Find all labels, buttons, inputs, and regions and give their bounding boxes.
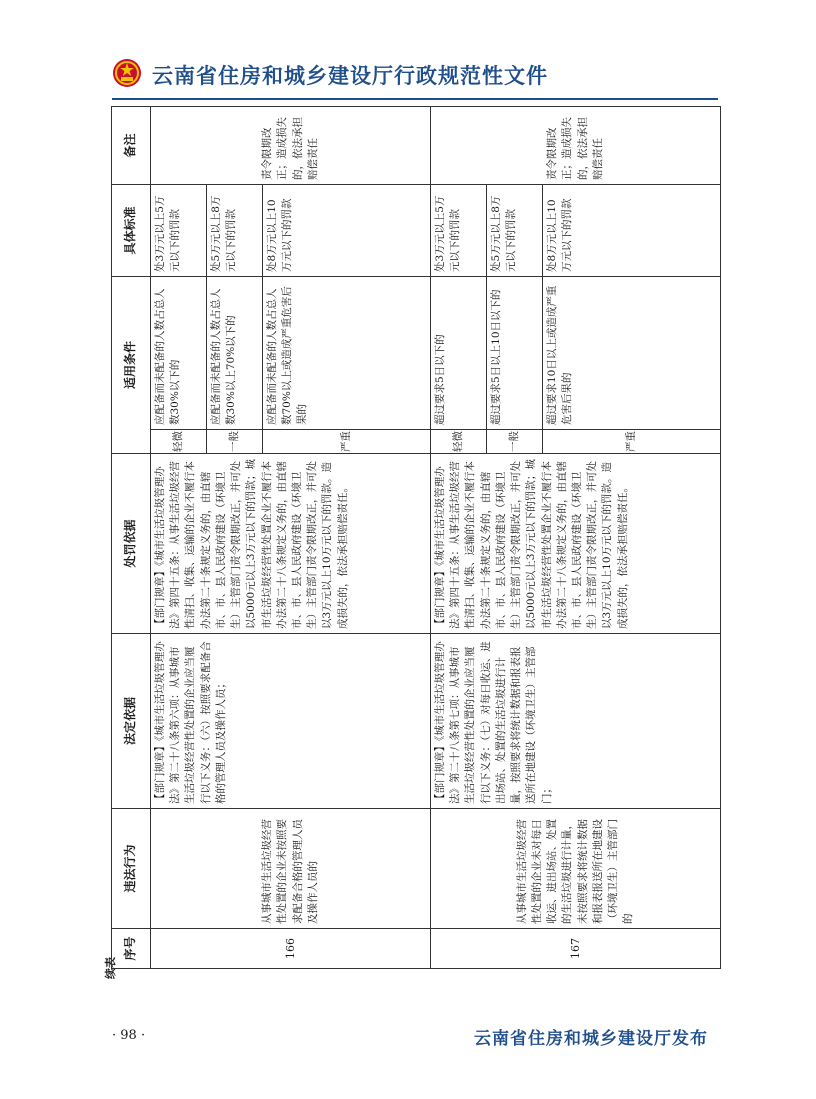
table-row	[431, 106, 487, 968]
level-label: 严重	[263, 430, 431, 454]
level-label: 一般	[207, 430, 263, 454]
row-number: 166	[151, 929, 431, 969]
continued-label: 续表	[104, 957, 117, 979]
legal-basis-text: 【部门规章】《城市生活垃圾管理办法》第二十八条第七项：从事城市生活垃圾经营性处置的企业应当履行以下义务：（七）对每日收运、进出场站、处置的生活垃圾进行计量，按照要求将统计数据和报表报送所在地建设（环境卫生）主管部门；	[431, 634, 721, 809]
standard-text: 处8万元以上10万元以下的罚款	[263, 184, 431, 276]
header-penalty-basis: 处罚依据	[112, 454, 151, 634]
level-label: 一般	[487, 430, 543, 454]
header-title: 云南省住房和城乡建设厅行政规范性文件	[152, 64, 548, 88]
header-no: 序号	[112, 929, 151, 969]
condition-text: 应配备而未配备的人数占总人数30%以上70%以下的	[207, 276, 263, 429]
condition-text: 超过要求5日以上10日以下的	[487, 276, 543, 429]
standard-text: 处8万元以上10万元以下的罚款	[543, 184, 721, 276]
table-row	[151, 106, 207, 968]
row-number: 167	[431, 929, 721, 969]
remark-text: 责令限期改正；造成损失的，依法承担赔偿责任	[431, 106, 721, 184]
remark-text: 责令限期改正；造成损失的，依法承担赔偿责任	[151, 106, 431, 184]
national-emblem-icon	[112, 58, 142, 88]
penalty-basis-text: 【部门规章】《城市生活垃圾管理办法》第四十五条：从事生活垃圾经营性清扫、收集、运输的企业不履行本办法第二十条规定义务的，由直辖市、市、县人民政府建设（环境卫生）主管部门责令限期改正，并可处以5000元以上3万元以下的罚款；城市生活垃圾经营性处置企业不履行本办法第二十八条规定义务的，由直辖市、市、县人民政府建设（环境卫生）主管部门责令限期改正，并可处以3万元以上10万元以下的罚款。造成损失的，依法承担赔偿责任。	[151, 454, 431, 634]
standard-text: 处5万元以上8万元以下的罚款	[207, 184, 263, 276]
header-act: 违法行为	[112, 809, 151, 929]
condition-text: 应配备而未配备的人数占总人数70%以上或造成严重危害后果的	[263, 276, 431, 429]
violation-text: 从事城市生活垃圾经营性处置的企业未对每日收运、进出场站、处置的生活垃圾进行计量，未按照要求将统计数据和报表报送所在地建设（环境卫生）主管部门的	[431, 809, 721, 929]
header-legal-basis: 法定依据	[112, 634, 151, 809]
page-number: · 98 ·	[112, 1028, 146, 1043]
penalty-standard-table	[111, 106, 721, 969]
rotated-table-frame	[111, 107, 719, 969]
page-header	[112, 52, 712, 98]
header-standard: 具体标准	[112, 184, 151, 276]
level-label: 轻微	[151, 430, 207, 454]
header-remark: 备注	[112, 106, 151, 184]
header-condition: 适用条件	[112, 276, 151, 453]
standard-text: 处3万元以上5万元以下的罚款	[151, 184, 207, 276]
condition-text: 超过要求10日以上或造成严重危害后果的	[543, 276, 721, 429]
penalty-basis-text: 【部门规章】《城市生活垃圾管理办法》第四十五条：从事生活垃圾经营性清扫、收集、运输的企业不履行本办法第二十条规定义务的，由直辖市、市、县人民政府建设（环境卫生）主管部门责令限期改正，并可处以5000元以上3万元以下的罚款；城市生活垃圾经营性处置企业不履行本办法第二十八条规定义务的，由直辖市、市、县人民政府建设（环境卫生）主管部门责令限期改正，并可处以3万元以上10万元以下的罚款。造成损失的，依法承担赔偿责任。	[431, 454, 721, 634]
condition-text: 超过要求5日以下的	[431, 276, 487, 429]
table-header-row	[112, 106, 151, 968]
publisher-label: 云南省住房和城乡建设厅发布	[474, 1029, 708, 1049]
header-divider	[112, 98, 718, 100]
level-label: 严重	[543, 430, 721, 454]
legal-basis-text: 【部门规章】《城市生活垃圾管理办法》第二十八条第六项：从事城市生活垃圾经营性处置的企业应当履行以下义务：（六）按照要求配备合格的管理人员及操作人员；	[151, 634, 431, 809]
level-label: 轻微	[431, 430, 487, 454]
standard-text: 处5万元以上8万元以下的罚款	[487, 184, 543, 276]
violation-text: 从事城市生活垃圾经营性处置的企业未按照要求配备合格的管理人员及操作人员的	[151, 809, 431, 929]
standard-text: 处3万元以上5万元以下的罚款	[431, 184, 487, 276]
condition-text: 应配备而未配备的人数占总人数30%以下的	[151, 276, 207, 429]
